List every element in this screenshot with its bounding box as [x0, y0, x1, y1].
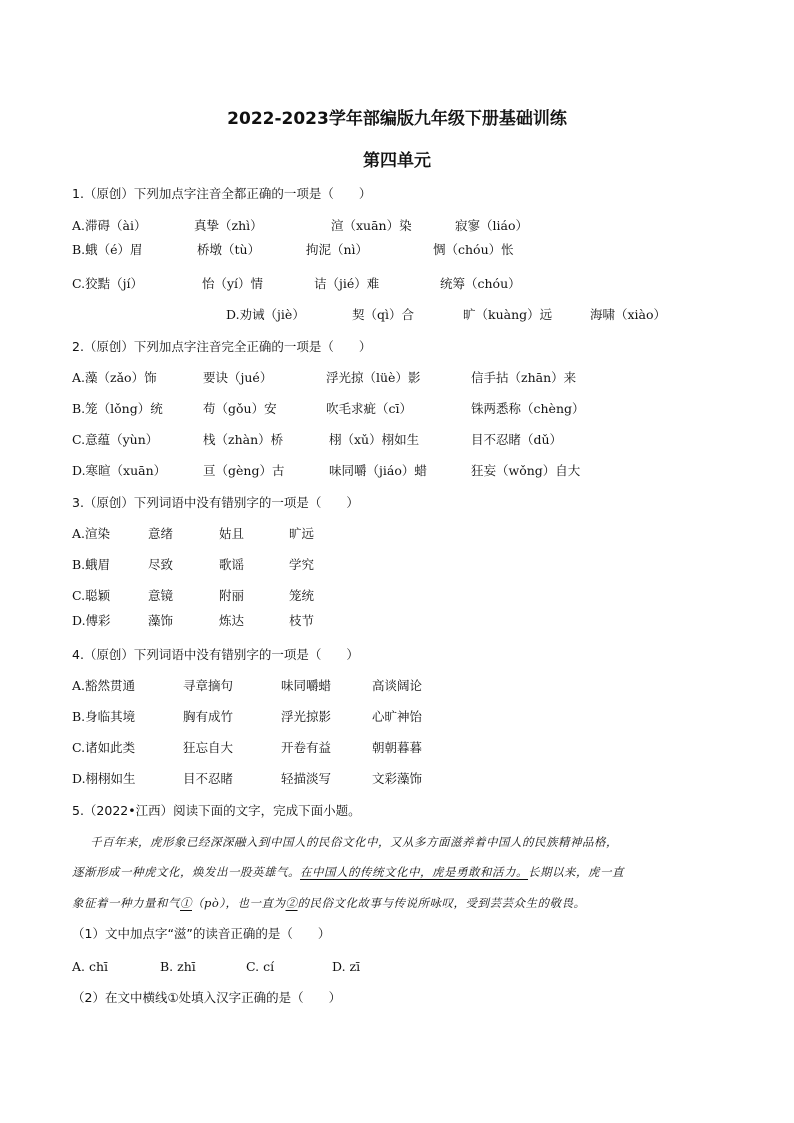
question-4-stem: 4.（原创）下列词语中没有错别字的一项是（ ） — [72, 647, 359, 662]
q3-option-d-item: 枝节 — [289, 613, 315, 628]
blank-2-marker: ② — [285, 896, 298, 910]
question-5-stem: 5.（2022•江西）阅读下面的文字，完成下面小题。 — [72, 803, 361, 818]
q3-option-c-item: 附丽 — [219, 588, 245, 603]
q2-option-d-item: 狂妄（wǒng）自大 — [471, 463, 581, 478]
q2-option-d: D.寒暄（xuān） — [72, 463, 167, 478]
q4-option-a-item: 高谈阔论 — [372, 678, 423, 693]
blank-1-marker: ① — [180, 896, 192, 910]
passage-text: （pò），也一直为 — [192, 896, 286, 910]
q4-option-d-item: 轻描淡写 — [281, 771, 332, 786]
q3-option-d-item: 藻饰 — [148, 613, 174, 628]
q3-option-a-item: 意绪 — [148, 526, 174, 541]
q3-option-a: A.渲染 — [72, 526, 111, 541]
q4-option-d-item: 文彩藻饰 — [372, 771, 423, 786]
passage-text: 的民俗文化故事与传说所咏叹，受到芸芸众生的敬畏。 — [297, 896, 586, 910]
q2-option-c-item: 目不忍睹（dǔ） — [471, 432, 563, 447]
q2-option-a: A.藻（zǎo）饰 — [72, 370, 157, 385]
passage-line-2 — [72, 864, 624, 880]
q3-option-c: C.聪颖 — [72, 588, 111, 603]
sub1-option-b: B. zhī — [160, 959, 196, 974]
q1-option-b: B.蛾（é）眉 — [72, 242, 143, 257]
q4-option-b: B.身临其境 — [72, 709, 136, 724]
q4-option-a-item: 寻章摘句 — [183, 678, 234, 693]
q1-option-d: D.劝诫（jiè） — [226, 307, 305, 322]
sub-question-2: （2）在文中横线①处填入汉字正确的是（ ） — [72, 990, 342, 1005]
q1-option-d-item: 旷（kuàng）远 — [463, 307, 553, 322]
q2-option-a-item: 浮光掠（lüè）影 — [326, 370, 421, 385]
q4-option-c-item: 朝朝暮暮 — [372, 740, 423, 755]
sub1-option-a: A. chī — [72, 959, 109, 974]
q1-option-c-item: 诘（jié）难 — [314, 276, 380, 291]
passage-line-1: 千百年来，虎形象已经深深融入到中国人的民俗文化中，又从多方面滋养着中国人的民族精神品格， — [90, 835, 618, 849]
q2-option-b-item: 吹毛求疵（cī） — [326, 401, 412, 416]
q2-option-a-item: 信手拈（zhān）来 — [471, 370, 577, 385]
q4-option-c-item: 狂忘自大 — [183, 740, 234, 755]
q4-option-d-item: 目不忍睹 — [183, 771, 234, 786]
q3-option-d: D.傅彩 — [72, 613, 111, 628]
sub1-option-d: D. zī — [332, 959, 361, 974]
q3-option-b-item: 歌谣 — [219, 557, 245, 572]
q3-option-b-item: 学究 — [289, 557, 315, 572]
q1-option-a: A.滞碍（ài） — [72, 218, 147, 233]
q2-option-c-item: 栈（zhàn）桥 — [203, 432, 284, 447]
q3-option-b: B.蛾眉 — [72, 557, 111, 572]
q1-option-a-item: 真挚（zhì） — [194, 218, 263, 233]
question-3-stem: 3.（原创）下列词语中没有错别字的一项是（ ） — [72, 495, 359, 510]
passage-text: 长期以来，虎一直 — [528, 865, 624, 879]
q1-option-c: C.狡黠（jí） — [72, 276, 143, 291]
q2-option-d-item: 亘（gèng）古 — [203, 463, 285, 478]
passage-text: 象征着一种力量和气 — [72, 896, 180, 910]
q2-option-b-item: 苟（gǒu）安 — [203, 401, 277, 416]
q4-option-b-item: 心旷神饴 — [372, 709, 423, 724]
q1-option-a-item: 渲（xuān）染 — [331, 218, 412, 233]
q1-option-d-item: 契（qì）合 — [352, 307, 414, 322]
q1-option-c-item: 怡（yí）情 — [202, 276, 264, 291]
q1-option-b-item: 桥墩（tù） — [197, 242, 261, 257]
q4-option-a-item: 味同嚼蜡 — [281, 678, 332, 693]
document-title: 2022-2023学年部编版九年级下册基础训练 — [227, 109, 567, 129]
q1-option-a-item: 寂寥（liáo） — [455, 218, 528, 233]
passage-text: 逐渐形成一种虎文化，焕发出一股英雄气。 — [72, 865, 300, 879]
q3-option-c-item: 意镜 — [148, 588, 174, 603]
q4-option-c: C.诸如此类 — [72, 740, 136, 755]
q2-option-c: C.意蕴（yùn） — [72, 432, 159, 447]
q3-option-a-item: 姑且 — [219, 526, 245, 541]
underlined-sentence: 在中国人的传统文化中，虎是勇敢和活力。 — [300, 865, 528, 879]
q1-option-b-item: 惆（chóu）怅 — [433, 242, 514, 257]
q4-option-b-item: 浮光掠影 — [281, 709, 332, 724]
q4-option-b-item: 胸有成竹 — [183, 709, 234, 724]
question-2-stem: 2.（原创）下列加点字注音完全正确的一项是（ ） — [72, 339, 372, 354]
q1-option-c-item: 统筹（chóu） — [440, 276, 521, 291]
q3-option-b-item: 尽致 — [148, 557, 174, 572]
q4-option-d: D.栩栩如生 — [72, 771, 136, 786]
question-1-stem: 1.（原创）下列加点字注音全都正确的一项是（ ） — [72, 186, 372, 201]
q4-option-c-item: 开卷有益 — [281, 740, 332, 755]
passage-line-3 — [72, 895, 586, 911]
q2-option-b-item: 铢两悉称（chèng） — [471, 401, 585, 416]
unit-subtitle: 第四单元 — [363, 151, 431, 171]
q3-option-d-item: 炼达 — [219, 613, 245, 628]
q3-option-c-item: 笼统 — [289, 588, 315, 603]
sub1-option-c: C. cí — [246, 959, 275, 974]
q1-option-d-item: 海啸（xiào） — [590, 307, 667, 322]
q2-option-d-item: 味同嚼（jiáo）蜡 — [329, 463, 427, 478]
q1-option-b-item: 拘泥（nì） — [306, 242, 369, 257]
q2-option-b: B.笼（lǒng）统 — [72, 401, 163, 416]
q2-option-a-item: 要诀（jué） — [203, 370, 273, 385]
sub-question-1: （1）文中加点字“滋”的读音正确的是（ ） — [72, 926, 331, 941]
q4-option-a: A.豁然贯通 — [72, 678, 136, 693]
q2-option-c-item: 栩（xǔ）栩如生 — [329, 432, 420, 447]
q3-option-a-item: 旷远 — [289, 526, 315, 541]
